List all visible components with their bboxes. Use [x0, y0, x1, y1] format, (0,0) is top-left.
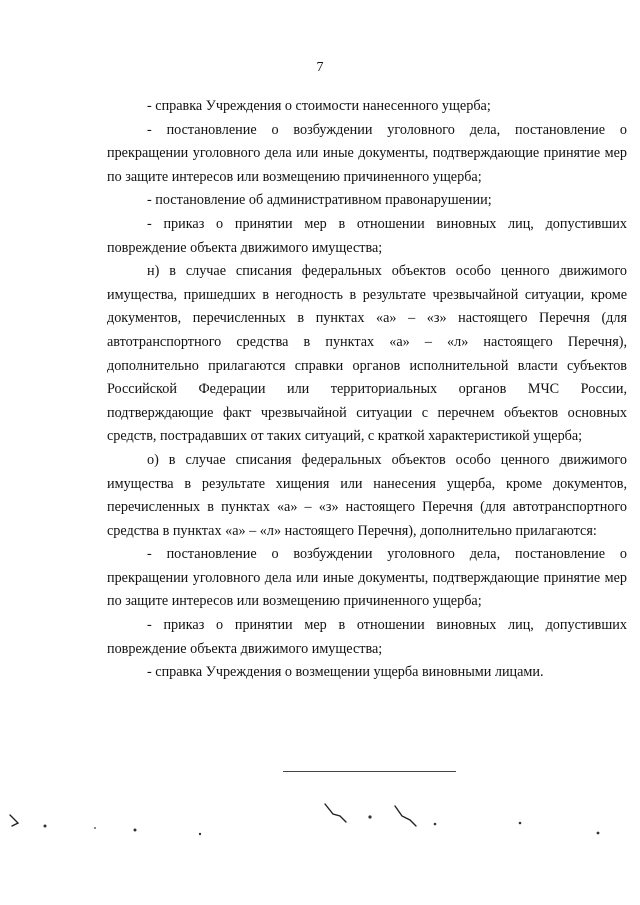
paragraph-item-n-emergency: н) в случае списания федеральных объектов особо ценного движимого имущества, пришедших в негодность в результате чрезвычайной ситуации, кроме документов, перечисленных в пунктах «а» – «з» настоящего Перечня (для автотранспортного средства в пунктах «а» – «л» настоящего Перечня), дополнительно прилагаются справки органов исполнительной власти субъектов Российской Федерации или территориальных органов МЧС России, подтверждающие факт чрезвычайной ситуации с перечнем объектов основных средств, пострадавших от таких ситуаций, с краткой характеристикой ущерба; [107, 263, 627, 445]
paragraph-criminal-case-resolution: - постановление о возбуждении уголовного дела, постановление о прекращении уголовного дела или иные документы, подтверждающие принятие мер по защите интересов или возмещению причиненного ущерба; [107, 121, 627, 185]
scan-dot [199, 833, 201, 835]
paragraph-order-on-guilty-persons-2: - приказ о принятии мер в отношении виновных лиц, допустивших повреждение объекта движимого имущества; [107, 617, 627, 657]
document-body [107, 95, 627, 685]
paragraph-order-on-guilty-persons: - приказ о принятии мер в отношении виновных лиц, допустивших повреждение объекта движимого имущества; [107, 215, 627, 256]
scan-dot [434, 823, 437, 826]
scan-dot [368, 815, 371, 818]
paragraph-damage-compensation-certificate: - справка Учреждения о возмещении ущерба виновными лицами. [147, 664, 544, 681]
scan-dot [94, 827, 96, 829]
paragraph-damage-cost-certificate: - справка Учреждения о стоимости нанесенного ущерба; [147, 98, 491, 114]
scan-dot [44, 825, 47, 828]
scan-mark [10, 815, 18, 826]
page-number: 7 [316, 60, 324, 75]
scan-dot [519, 822, 522, 825]
scan-artifacts [0, 790, 640, 850]
paragraph-criminal-case-resolution-2: - постановление о возбуждении уголовного дела, постановление о прекращении уголовного дела или иные документы, подтверждающие принятие мер по защите интересов или возмещению причиненного ущерба; [107, 546, 627, 610]
scan-mark [395, 806, 416, 826]
scan-dot [597, 832, 600, 835]
scan-mark [325, 804, 346, 822]
scan-dot [134, 829, 137, 832]
separator-line [283, 771, 456, 772]
paragraph-item-o-theft: о) в случае списания федеральных объектов особо ценного движимого имущества в результате хищения или нанесения ущерба, кроме документов, перечисленных в пунктах «а» – «з» настоящего Перечня (для автотранспортного средства в пунктах «а» – «л» настоящего Перечня), дополнительно прилагаются: [107, 451, 627, 539]
paragraph-administrative-offense: - постановление об административном правонарушении; [147, 192, 492, 209]
